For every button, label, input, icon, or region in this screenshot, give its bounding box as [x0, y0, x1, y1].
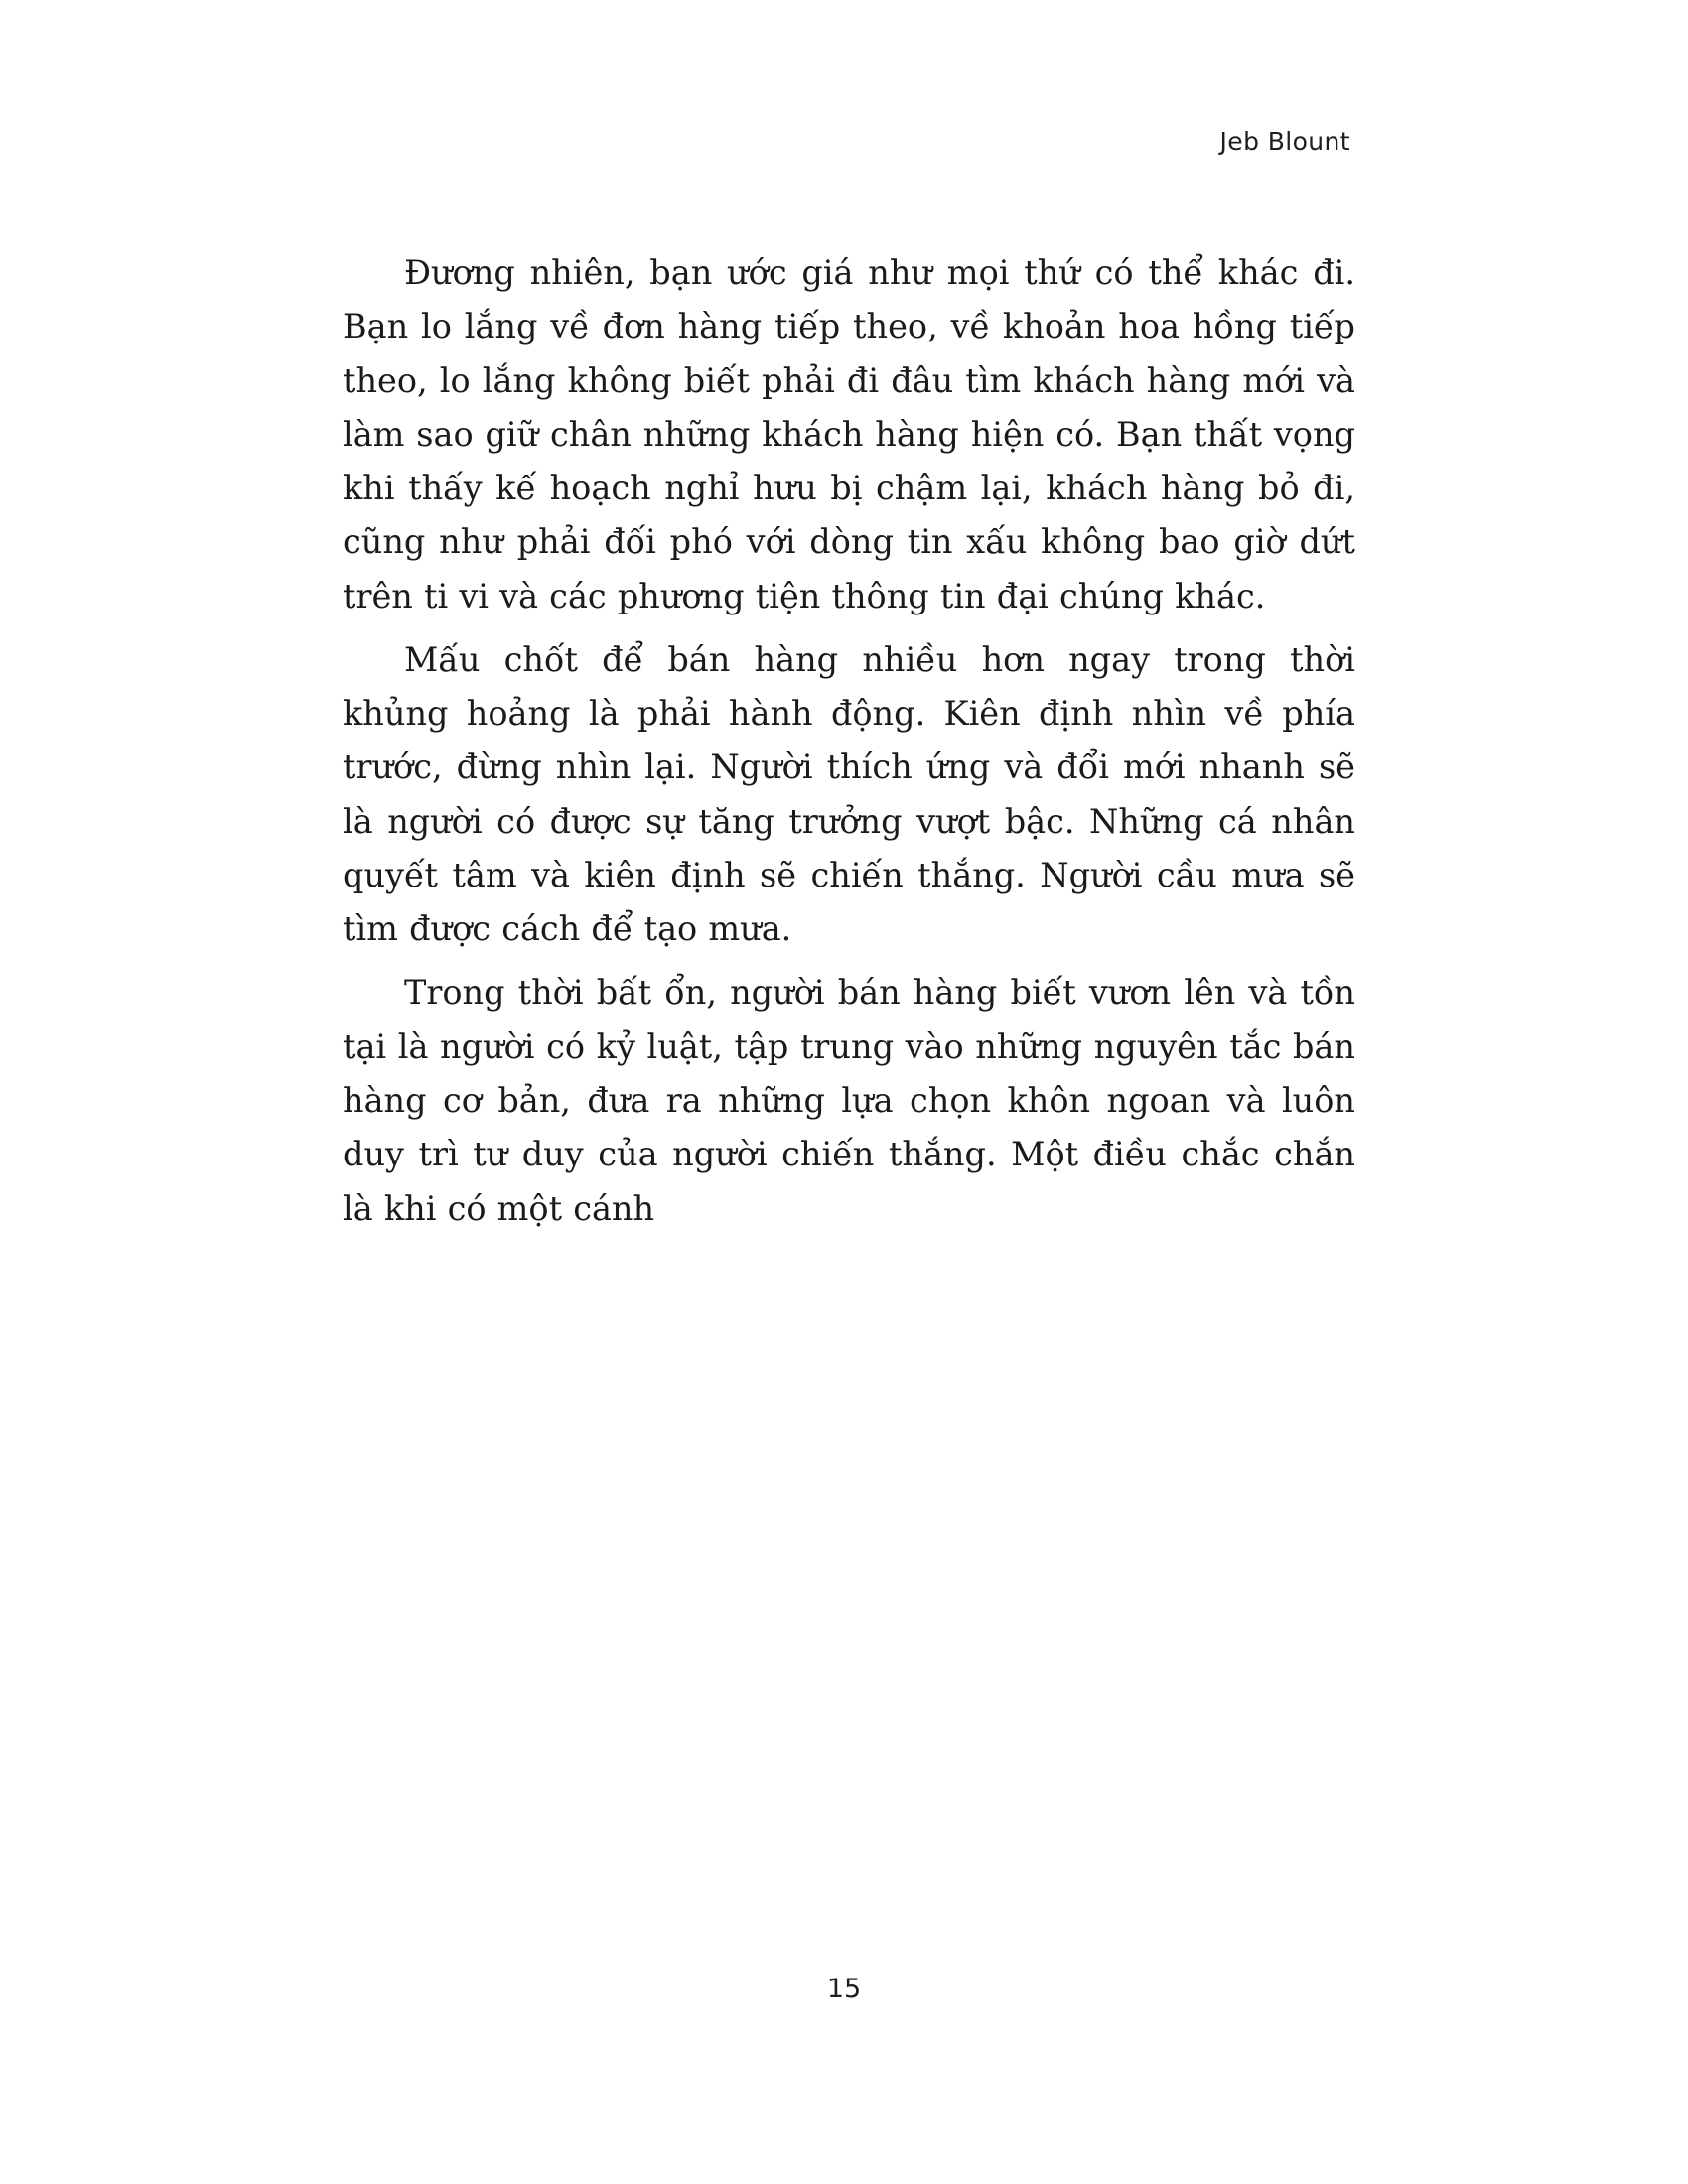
page-number: 15: [826, 1974, 862, 2004]
paragraph: Mấu chốt để bán hàng nhiều hơn ngay trong thời khủng hoảng là phải hành động. Kiên định nhìn về phía trước, đừng nhìn lại. Người thích ứng và đổi mới nhanh sẽ là người có được sự tăng trưởng vượt bậc. Những cá nhân quyết tâm và kiên định sẽ chiến thắng. Người cầu mưa sẽ tìm được cách để tạo mưa.: [343, 639, 1355, 949]
running-head-author: Jeb Blount: [1219, 127, 1350, 156]
paragraph: Trong thời bất ổn, người bán hàng biết vươn lên và tồn tại là người có kỷ luật, tập trung vào những nguyên tắc bán hàng cơ bản, đưa ra những lựa chọn khôn ngoan và luôn duy trì tư duy của người chiến thắng. Một điều chắc chắn là khi có một cánh: [343, 973, 1355, 1228]
paragraph: Đương nhiên, bạn ước giá như mọi thứ có thể khác đi. Bạn lo lắng về đơn hàng tiếp theo, về khoản hoa hồng tiếp theo, lo lắng không biết phải đi đâu tìm khách hàng mới và làm sao giữ chân những khách hàng hiện có. Bạn thất vọng khi thấy kế hoạch nghỉ hưu bị chậm lại, khách hàng bỏ đi, cũng như phải đối phó với dòng tin xấu không bao giờ dứt trên ti vi và các phương tiện thông tin đại chúng khác.: [343, 253, 1355, 615]
body-text: [343, 246, 1355, 1236]
